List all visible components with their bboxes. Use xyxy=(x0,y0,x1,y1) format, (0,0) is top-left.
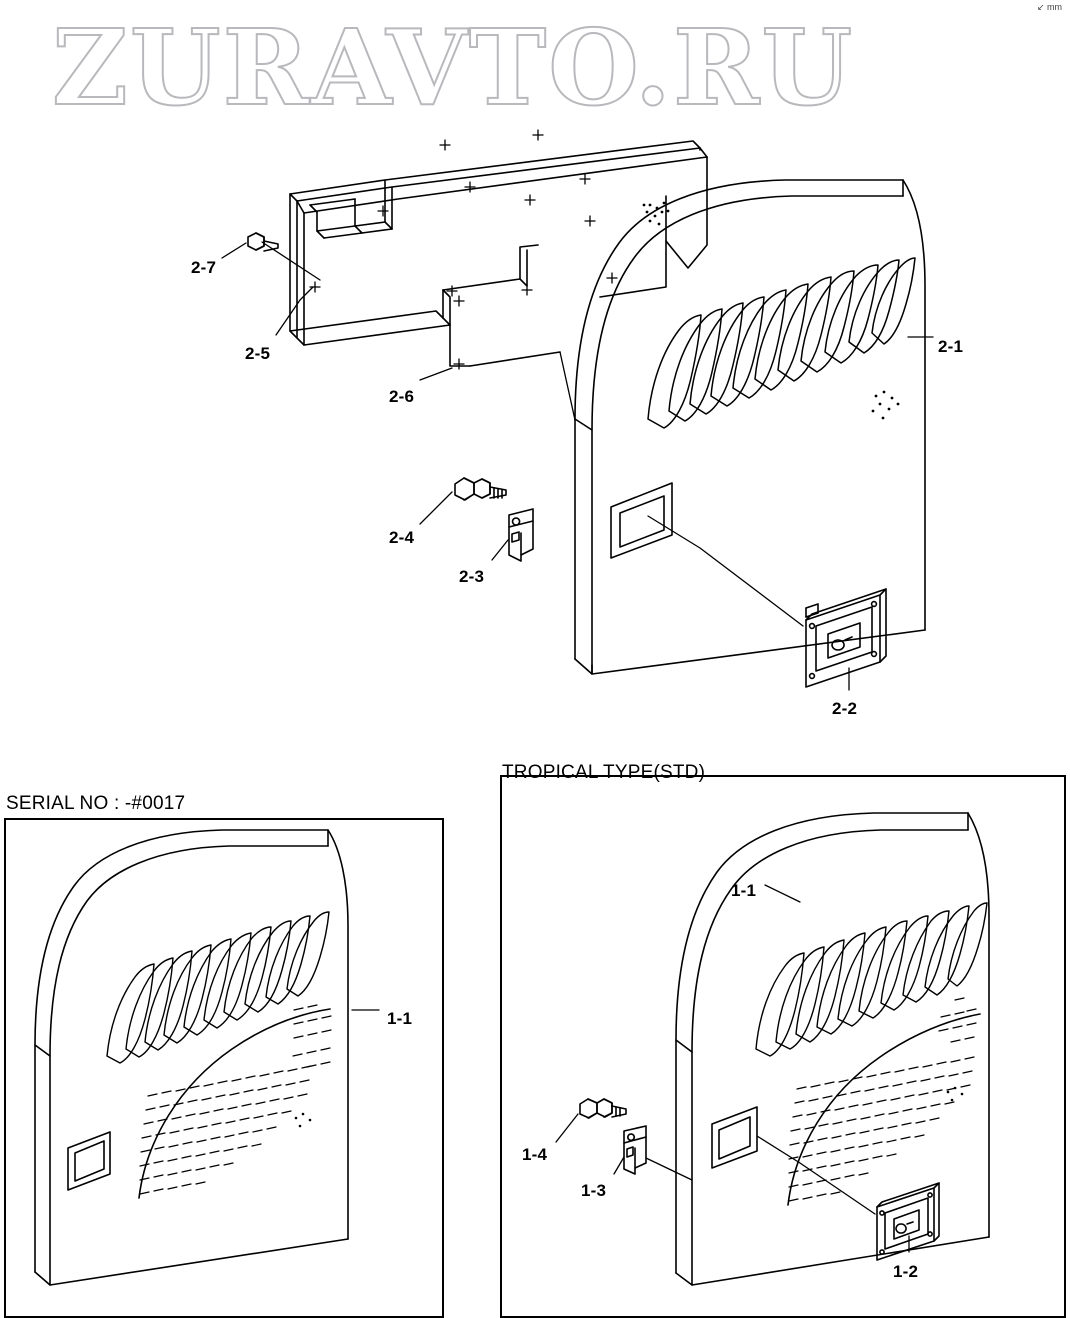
left-panel-title: SERIAL NO : -#0017 xyxy=(6,793,186,814)
callout-1-2: 1-2 xyxy=(893,1262,919,1281)
callout-2-4: 2-4 xyxy=(389,528,415,547)
callout-1-1: 1-1 xyxy=(731,881,757,900)
callout-1-1: 1-1 xyxy=(387,1009,413,1028)
plate-cross-marks xyxy=(310,130,617,369)
callout-1-3: 1-3 xyxy=(581,1181,607,1200)
callout-2-6: 2-6 xyxy=(389,387,415,406)
callout-2-5: 2-5 xyxy=(245,344,271,363)
unit-corner-mark: ↙ mm xyxy=(1036,2,1062,12)
callout-2-3: 2-3 xyxy=(459,567,485,586)
left-panel-frame xyxy=(4,818,444,1318)
top-mount-plate xyxy=(290,141,707,366)
right-panel-title: TROPICAL TYPE(STD) xyxy=(502,762,706,783)
callout-2-7: 2-7 xyxy=(191,258,217,277)
part-2-2-lock xyxy=(806,589,886,687)
callout-2-1: 2-1 xyxy=(938,337,964,356)
callout-1-4: 1-4 xyxy=(522,1145,548,1164)
part-2-4-bolt xyxy=(455,478,506,500)
part-2-1-door-panel xyxy=(575,180,925,674)
part-2-3-clip xyxy=(509,509,533,561)
right-panel-frame xyxy=(500,775,1066,1318)
callout-2-2: 2-2 xyxy=(832,699,858,718)
watermark-text: ZURAVTO.RU xyxy=(52,6,855,129)
